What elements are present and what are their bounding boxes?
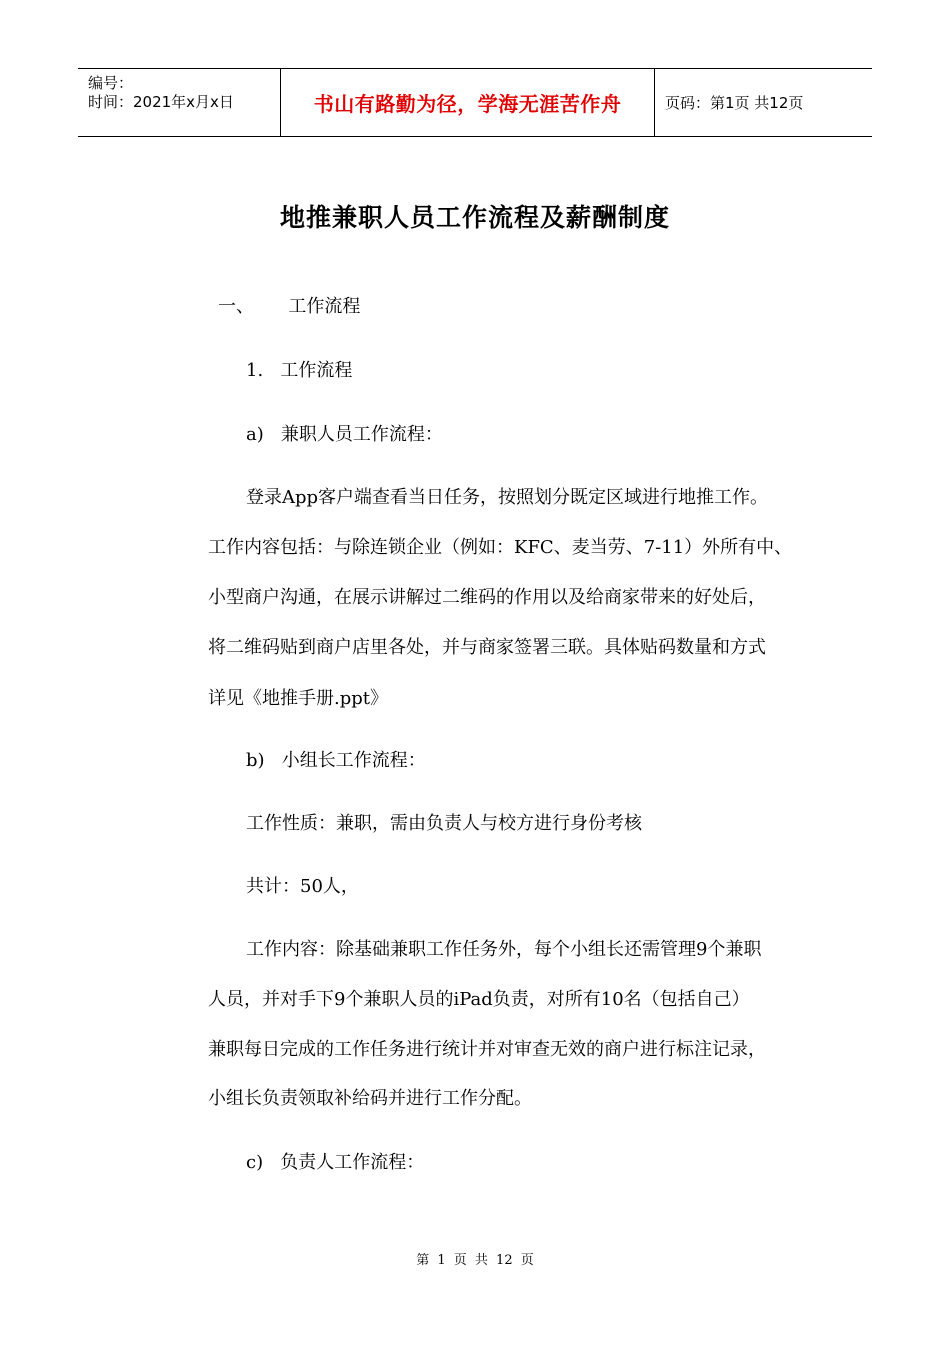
header-info-cell	[78, 69, 281, 136]
document-title: 地推兼职人员工作流程及薪酬制度	[279, 203, 670, 232]
item-b-heading: b) 小组长工作流程：	[246, 750, 426, 771]
document-header	[78, 68, 872, 137]
header-page-cell	[655, 69, 872, 136]
paragraph-line: 工作性质：兼职，需由负责人与校方进行身份考核	[246, 813, 642, 834]
paragraph-line: 详见《地推手册.ppt》	[208, 688, 388, 709]
number-label: 编号：	[88, 74, 134, 92]
paragraph-line: 工作内容：除基础兼职工作任务外，每个小组长还需管理9个兼职	[246, 939, 762, 960]
item-a-heading: a) 兼职人员工作流程：	[246, 424, 443, 445]
page-footer: 第 1 页 共 12 页	[416, 1253, 534, 1268]
paragraph-line: 兼职每日完成的工作任务进行统计并对审查无效的商户进行标注记录，	[208, 1039, 766, 1060]
paragraph-line: 登录App客户端查看当日任务，按照划分既定区域进行地推工作。	[246, 487, 769, 508]
time-label: 时间：2021年x月x日	[88, 93, 234, 111]
slogan: 书山有路勤为径，学海无涯苦作舟	[313, 92, 622, 116]
page-label: 页码：第1页 共12页	[665, 94, 804, 112]
header-slogan-cell	[281, 69, 655, 136]
subsection-heading: 1. 工作流程	[246, 360, 353, 381]
item-c-heading: c) 负责人工作流程：	[246, 1152, 425, 1173]
paragraph-line: 小型商户沟通，在展示讲解过二维码的作用以及给商家带来的好处后，	[208, 587, 766, 608]
paragraph-line: 人员，并对手下9个兼职人员的iPad负责，对所有10名（包括自己）	[208, 989, 750, 1010]
paragraph-line: 小组长负责领取补给码并进行工作分配。	[208, 1088, 532, 1109]
paragraph-line: 工作内容包括：与除连锁企业（例如：KFC、麦当劳、7-11）外所有中、	[208, 537, 793, 558]
paragraph-line: 将二维码贴到商户店里各处，并与商家签署三联。具体贴码数量和方式	[208, 637, 766, 658]
paragraph-line: 共计：50人，	[246, 876, 359, 897]
section-heading: 一、 工作流程	[218, 296, 361, 317]
